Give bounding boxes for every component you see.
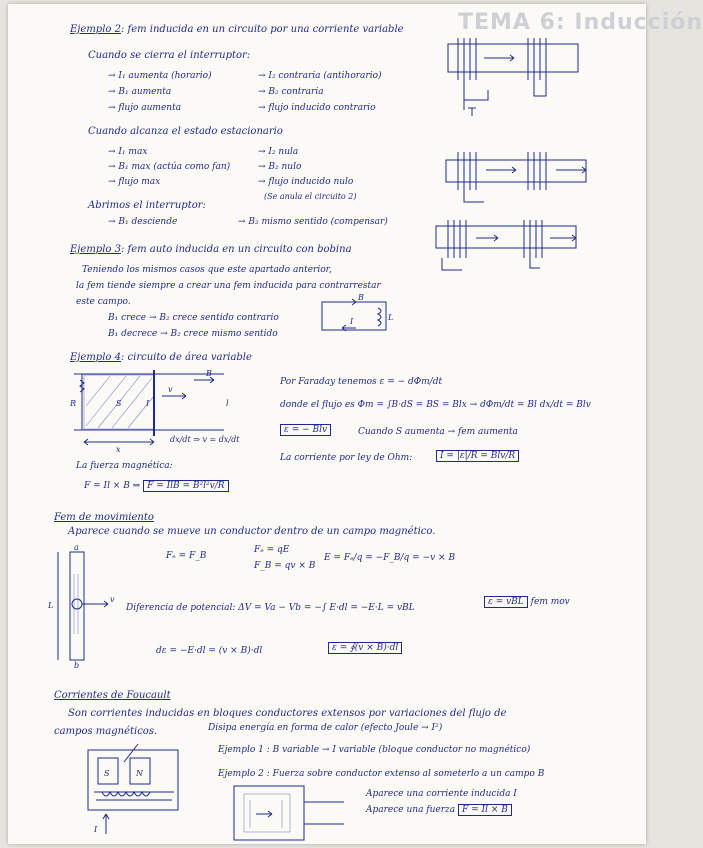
coil-circuit-diagram-2 xyxy=(438,146,598,206)
force-box: F = IlB = B²l²v/R xyxy=(143,480,228,492)
coil-circuit-diagram-1 xyxy=(428,38,588,124)
velocity-v-label: v xyxy=(168,385,173,394)
eddy-example-4 xyxy=(366,804,512,816)
example3-line-2: la fem tiende siempre a crear una fem inducida para contrarrestar xyxy=(76,281,381,291)
coil-circuit-diagram-3 xyxy=(428,216,588,276)
motion-emf-heading: Fem de movimiento xyxy=(54,512,154,523)
eddy-example-3: Aparece una corriente inducida I xyxy=(366,789,517,799)
flux-derivation-text: donde el flujo es Φm = ∫B·dS = BS = Blx → dΦm/dt = Bl dx/dt = Blv xyxy=(280,400,591,410)
example2-heading: Ejemplo 2 xyxy=(70,24,121,35)
current-i-label: I xyxy=(146,399,150,408)
potential-difference: Diferencia de potencial: ΔV = Va − Vb = −∫ E·dl = −E·L = vBL xyxy=(126,603,415,613)
variable-area-circuit-diagram xyxy=(66,366,246,454)
self-inductance-l-label: L xyxy=(388,313,394,322)
faraday-law-text: Por Faraday tenemos ε = − dΦm/dt xyxy=(280,377,443,387)
eddy-example-2: Ejemplo 2 : Fuerza sobre conductor extenso al someterlo a un campo B xyxy=(218,769,545,779)
force-eq-text: F = Il × B ⇒ xyxy=(84,481,141,491)
eddy-force-box: F = Il × B xyxy=(458,804,512,816)
motion-emf-box: ε = vBL xyxy=(484,596,528,608)
magnet-block-diagram xyxy=(84,744,192,840)
example3-line-3: este campo. xyxy=(76,297,131,307)
length-l-label: l xyxy=(226,399,229,408)
opening-switch-text: Abrimos el interruptor: xyxy=(88,200,206,211)
point-b-label: b xyxy=(74,661,80,670)
self-inductance-diagram xyxy=(316,293,396,336)
ohm-law-text: La corriente por ley de Ohm: xyxy=(280,453,413,463)
example4-header xyxy=(70,352,252,364)
emf-note-text: Cuando S aumenta → fem aumenta xyxy=(358,427,518,437)
example3-title: : fem auto inducida en un circuito con bobina xyxy=(120,244,352,255)
watermark-title: TEMA 6: Inducción xyxy=(458,10,703,35)
closing-line-1: → I₁ aumenta (horario) xyxy=(108,71,212,81)
closing-switch-text: Cuando se cierra el interruptor: xyxy=(88,50,251,61)
motion-emf-result xyxy=(484,596,570,608)
emf-integral xyxy=(328,642,402,654)
ohm-box: I = |ε|/R = Blv/R xyxy=(436,450,519,462)
steady-line-7: (Se anula el circuito 2) xyxy=(264,192,357,201)
steady-line-2: → I₂ nula xyxy=(258,147,299,157)
force-balance: Fₑ = F_B xyxy=(166,551,207,561)
emf-integral-box: ε = ∮(v × B)·dl xyxy=(328,642,402,654)
example2-title: : fem inducida en un circuito por una corriente variable xyxy=(120,24,404,35)
example3-line-1: Teniendo los mismos casos que este apartado anterior, xyxy=(82,265,332,275)
eddy-currents-heading: Corrientes de Foucault xyxy=(54,690,171,701)
eddy-line-3: Disipa energía en forma de calor (efecto Joule → I²) xyxy=(208,723,443,733)
steady-line-1: → I₁ max xyxy=(108,147,148,157)
magnetic-force-qvb: F_B = qv × B xyxy=(254,561,316,571)
example2-header xyxy=(70,24,404,36)
example3-line-5: B₁ decrece → B₂ crece mismo sentido xyxy=(108,329,278,339)
position-x-label: x xyxy=(116,445,121,454)
example3-header xyxy=(70,244,352,256)
opening-line-1: → B₁ desciende xyxy=(108,217,178,227)
magnetic-force-equation xyxy=(84,480,229,492)
closing-line-4: → B₂ contraria xyxy=(258,87,324,97)
example3-line-4: B₁ crece → B₂ crece sentido contrario xyxy=(108,313,279,323)
steady-line-5: → flujo max xyxy=(108,177,161,187)
area-s-label: S xyxy=(116,399,122,408)
south-pole-label: S xyxy=(104,769,110,778)
velocity-v-label-motion: v xyxy=(110,595,115,604)
field-relation: E = Fₑ/q = −F_B/q = −v × B xyxy=(324,553,456,563)
eddy-example-1: Ejemplo 1 : B variable → I variable (bloque conductor no magnético) xyxy=(218,745,531,755)
north-pole-label: N xyxy=(136,769,143,778)
point-a-label: a xyxy=(74,543,79,552)
closing-line-2: → I₂ contraria (antihorario) xyxy=(258,71,382,81)
emf-result xyxy=(280,424,331,436)
emf-differential: dε = −E·dl = (v × B)·dl xyxy=(156,646,263,656)
motion-emf-intro: Aparece cuando se mueve un conductor dentro de un campo magnético. xyxy=(68,526,436,537)
dx-dt-label: dx/dt ⇒ v = dx/dt xyxy=(170,435,240,444)
emf-box: ε = − Blv xyxy=(280,424,331,436)
eddy-plate-diagram xyxy=(230,782,350,844)
moving-conductor-diagram xyxy=(48,544,118,670)
block-current-label: I xyxy=(94,825,98,834)
closing-line-6: → flujo inducido contrario xyxy=(258,103,376,113)
steady-line-3: → B₁ max (actúa como fan) xyxy=(108,162,231,172)
self-inductance-i-label: I xyxy=(350,317,354,326)
motion-emf-tail: fem mov xyxy=(530,597,570,607)
ohm-result xyxy=(436,450,519,462)
magnetic-force-label: La fuerza magnética: xyxy=(76,461,173,471)
eddy-line-1: Son corrientes inducidas en bloques conductores extensos por variaciones del flujo de xyxy=(68,708,507,719)
resistor-r-label: R xyxy=(70,399,77,408)
example4-heading: Ejemplo 4 xyxy=(70,352,121,363)
opening-line-2: → B₂ mismo sentido (compensar) xyxy=(238,217,388,227)
self-inductance-b-label: B xyxy=(358,293,364,302)
field-b-label: B xyxy=(206,369,212,378)
eddy-force-text: Aparece una fuerza xyxy=(366,805,456,815)
example4-title: : circuito de área variable xyxy=(120,352,252,363)
notebook-page xyxy=(8,4,703,844)
closing-line-5: → flujo aumenta xyxy=(108,103,182,113)
steady-state-text: Cuando alcanza el estado estacionario xyxy=(88,126,283,137)
electric-force: Fₑ = qE xyxy=(254,545,290,555)
example3-heading: Ejemplo 3 xyxy=(70,244,121,255)
steady-line-6: → flujo inducido nulo xyxy=(258,177,354,187)
closing-line-3: → B₁ aumenta xyxy=(108,87,172,97)
length-L-label: L xyxy=(48,601,54,610)
steady-line-4: → B₂ nulo xyxy=(258,162,302,172)
eddy-line-2: campos magnéticos. xyxy=(54,726,158,737)
